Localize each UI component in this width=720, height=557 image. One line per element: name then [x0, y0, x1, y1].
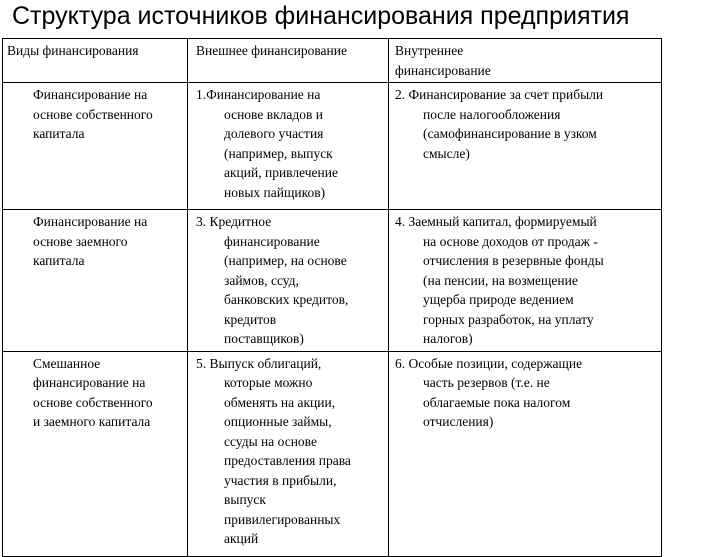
header-cell: Виды финансирования	[3, 39, 188, 83]
financing-table	[2, 38, 662, 557]
cell-text: 5. Выпуск облигаций, которые можно обменять на акции, опционные займы, ссуды на основе предоставления права участия в прибыли, выпуск привилегированных акций	[196, 355, 351, 546]
table-cell	[188, 83, 389, 210]
header-cell: Внутреннее финансирование	[389, 39, 662, 83]
table-cell: Смешанное финансирование на основе собственного и заемного капитала	[3, 351, 188, 556]
table-cell	[188, 351, 389, 556]
table-cell	[188, 210, 389, 352]
table-cell	[389, 351, 662, 556]
table-cell	[389, 83, 662, 210]
table-row	[3, 210, 662, 352]
table-cell: Финансирование на основe собственного капитала	[3, 83, 188, 210]
table-cell: Финансирование на основе заемного капитала	[3, 210, 188, 352]
cell-text: 6. Особые позиции, содержащие часть резервов (т.е. не облагаемые пока налогом отчисления)	[395, 355, 583, 429]
cell-text: 2. Финансирование за счет прибыли после налогообложения (самофинансирование в узком смысле)	[395, 87, 604, 161]
cell-text: 4. Заемный капитал, формируемый на основе доходов от продаж - отчисления в резервные фонды (на пенсии, на возмещение ущерба природе ведением горных разработок, на уплату налогов)	[395, 214, 604, 346]
cell-text: 1.Финансирование на основе вкладов и долевого участия (например, выпуск акций, привлечение новых пайщиков)	[196, 87, 338, 200]
table-row	[3, 83, 662, 210]
table-cell	[389, 210, 662, 352]
table-header-row	[3, 39, 662, 83]
cell-text: 3. Кредитное финансирование (например, на основе займов, ссуд, банковских кредитов, кредитов поставщиков)	[196, 214, 349, 346]
header-cell: Внешнее финансирование	[188, 39, 389, 83]
table-row	[3, 351, 662, 556]
page-title: Структура источников финансирования предприятия	[12, 2, 630, 30]
